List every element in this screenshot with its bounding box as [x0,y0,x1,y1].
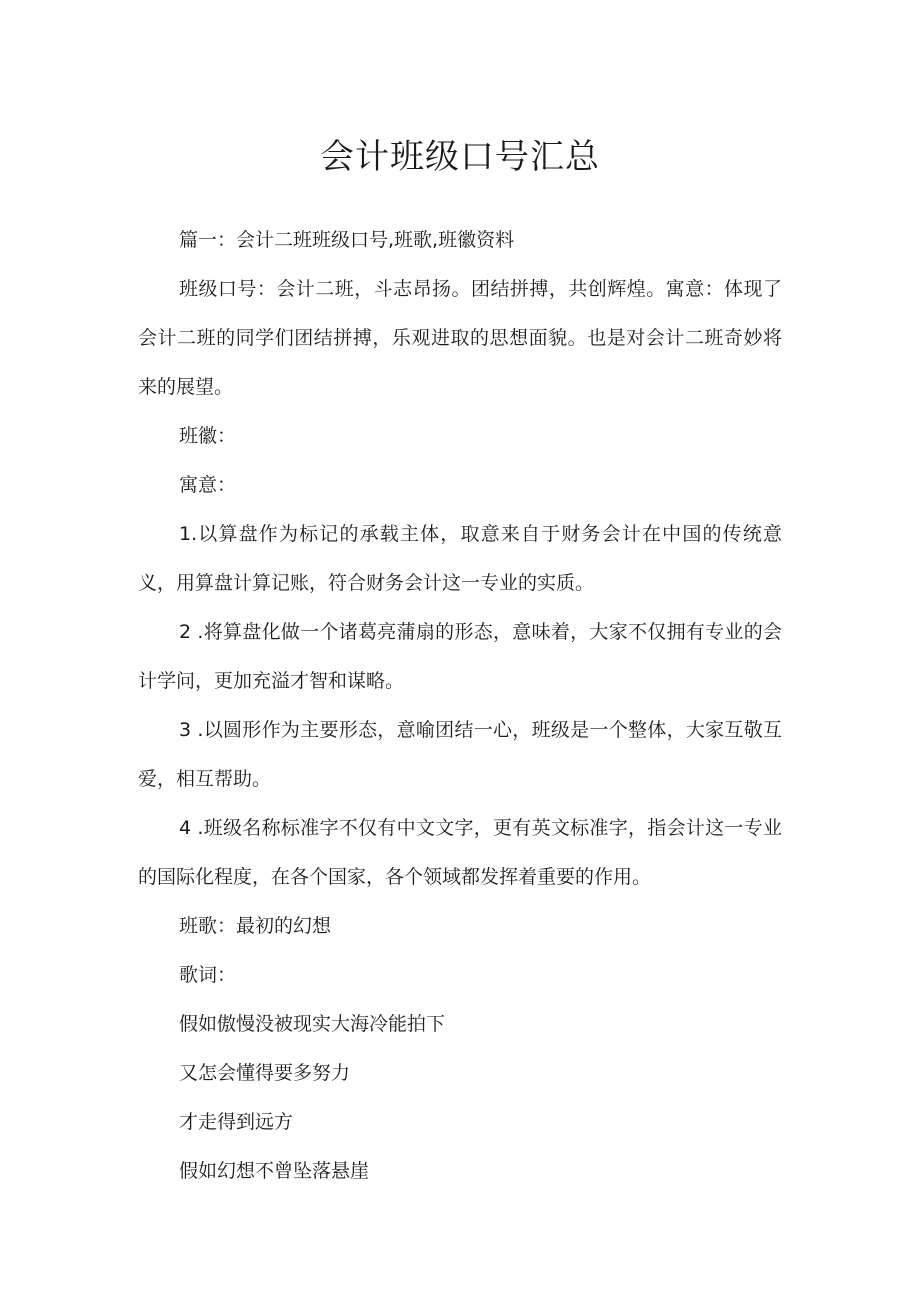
meaning-item-2: 2 .将算盘化做一个诸葛亮蒲扇的形态，意味着，大家不仅拥有专业的会计学问，更加充溢才智和谋略。 [138,621,782,692]
lyric-line: 假如幻想不曾坠落悬崖 [179,1160,370,1182]
meaning-item-1: 1.以算盘作为标记的承载主体，取意来自于财务会计在中国的传统意义，用算盘计算记账，符合财务会计这一专业的实质。 [138,523,782,594]
class-song-label: 班歌：最初的幻想 [179,915,332,937]
meaning-label: 寓意： [179,474,237,496]
section-heading: 篇一：会计二班班级口号,班歌,班徽资料 [179,229,515,251]
meaning-item-4: 4 .班级名称标准字不仅有中文文字，更有英文标准字，指会计这一专业的国际化程度，在各个国家，各个领域都发挥着重要的作用。 [138,817,782,888]
lyric-line: 又怎会懂得要多努力 [179,1062,351,1084]
document-body [138,216,782,1196]
lyrics-label: 歌词： [179,964,237,986]
class-emblem-label: 班徽： [179,425,237,447]
lyric-line: 才走得到远方 [179,1111,294,1133]
document-title: 会计班级口号汇总 [320,137,600,177]
meaning-item-3: 3 .以圆形作为主要形态，意喻团结一心，班级是一个整体，大家互敬互爱，相互帮助。 [138,719,782,790]
class-slogan-paragraph: 班级口号：会计二班，斗志昂扬。团结拼搏，共创辉煌。寓意：体现了会计二班的同学们团结拼搏，乐观进取的思想面貌。也是对会计二班奇妙将来的展望。 [138,278,782,398]
lyric-line: 假如傲慢没被现实大海冷能拍下 [179,1013,446,1035]
